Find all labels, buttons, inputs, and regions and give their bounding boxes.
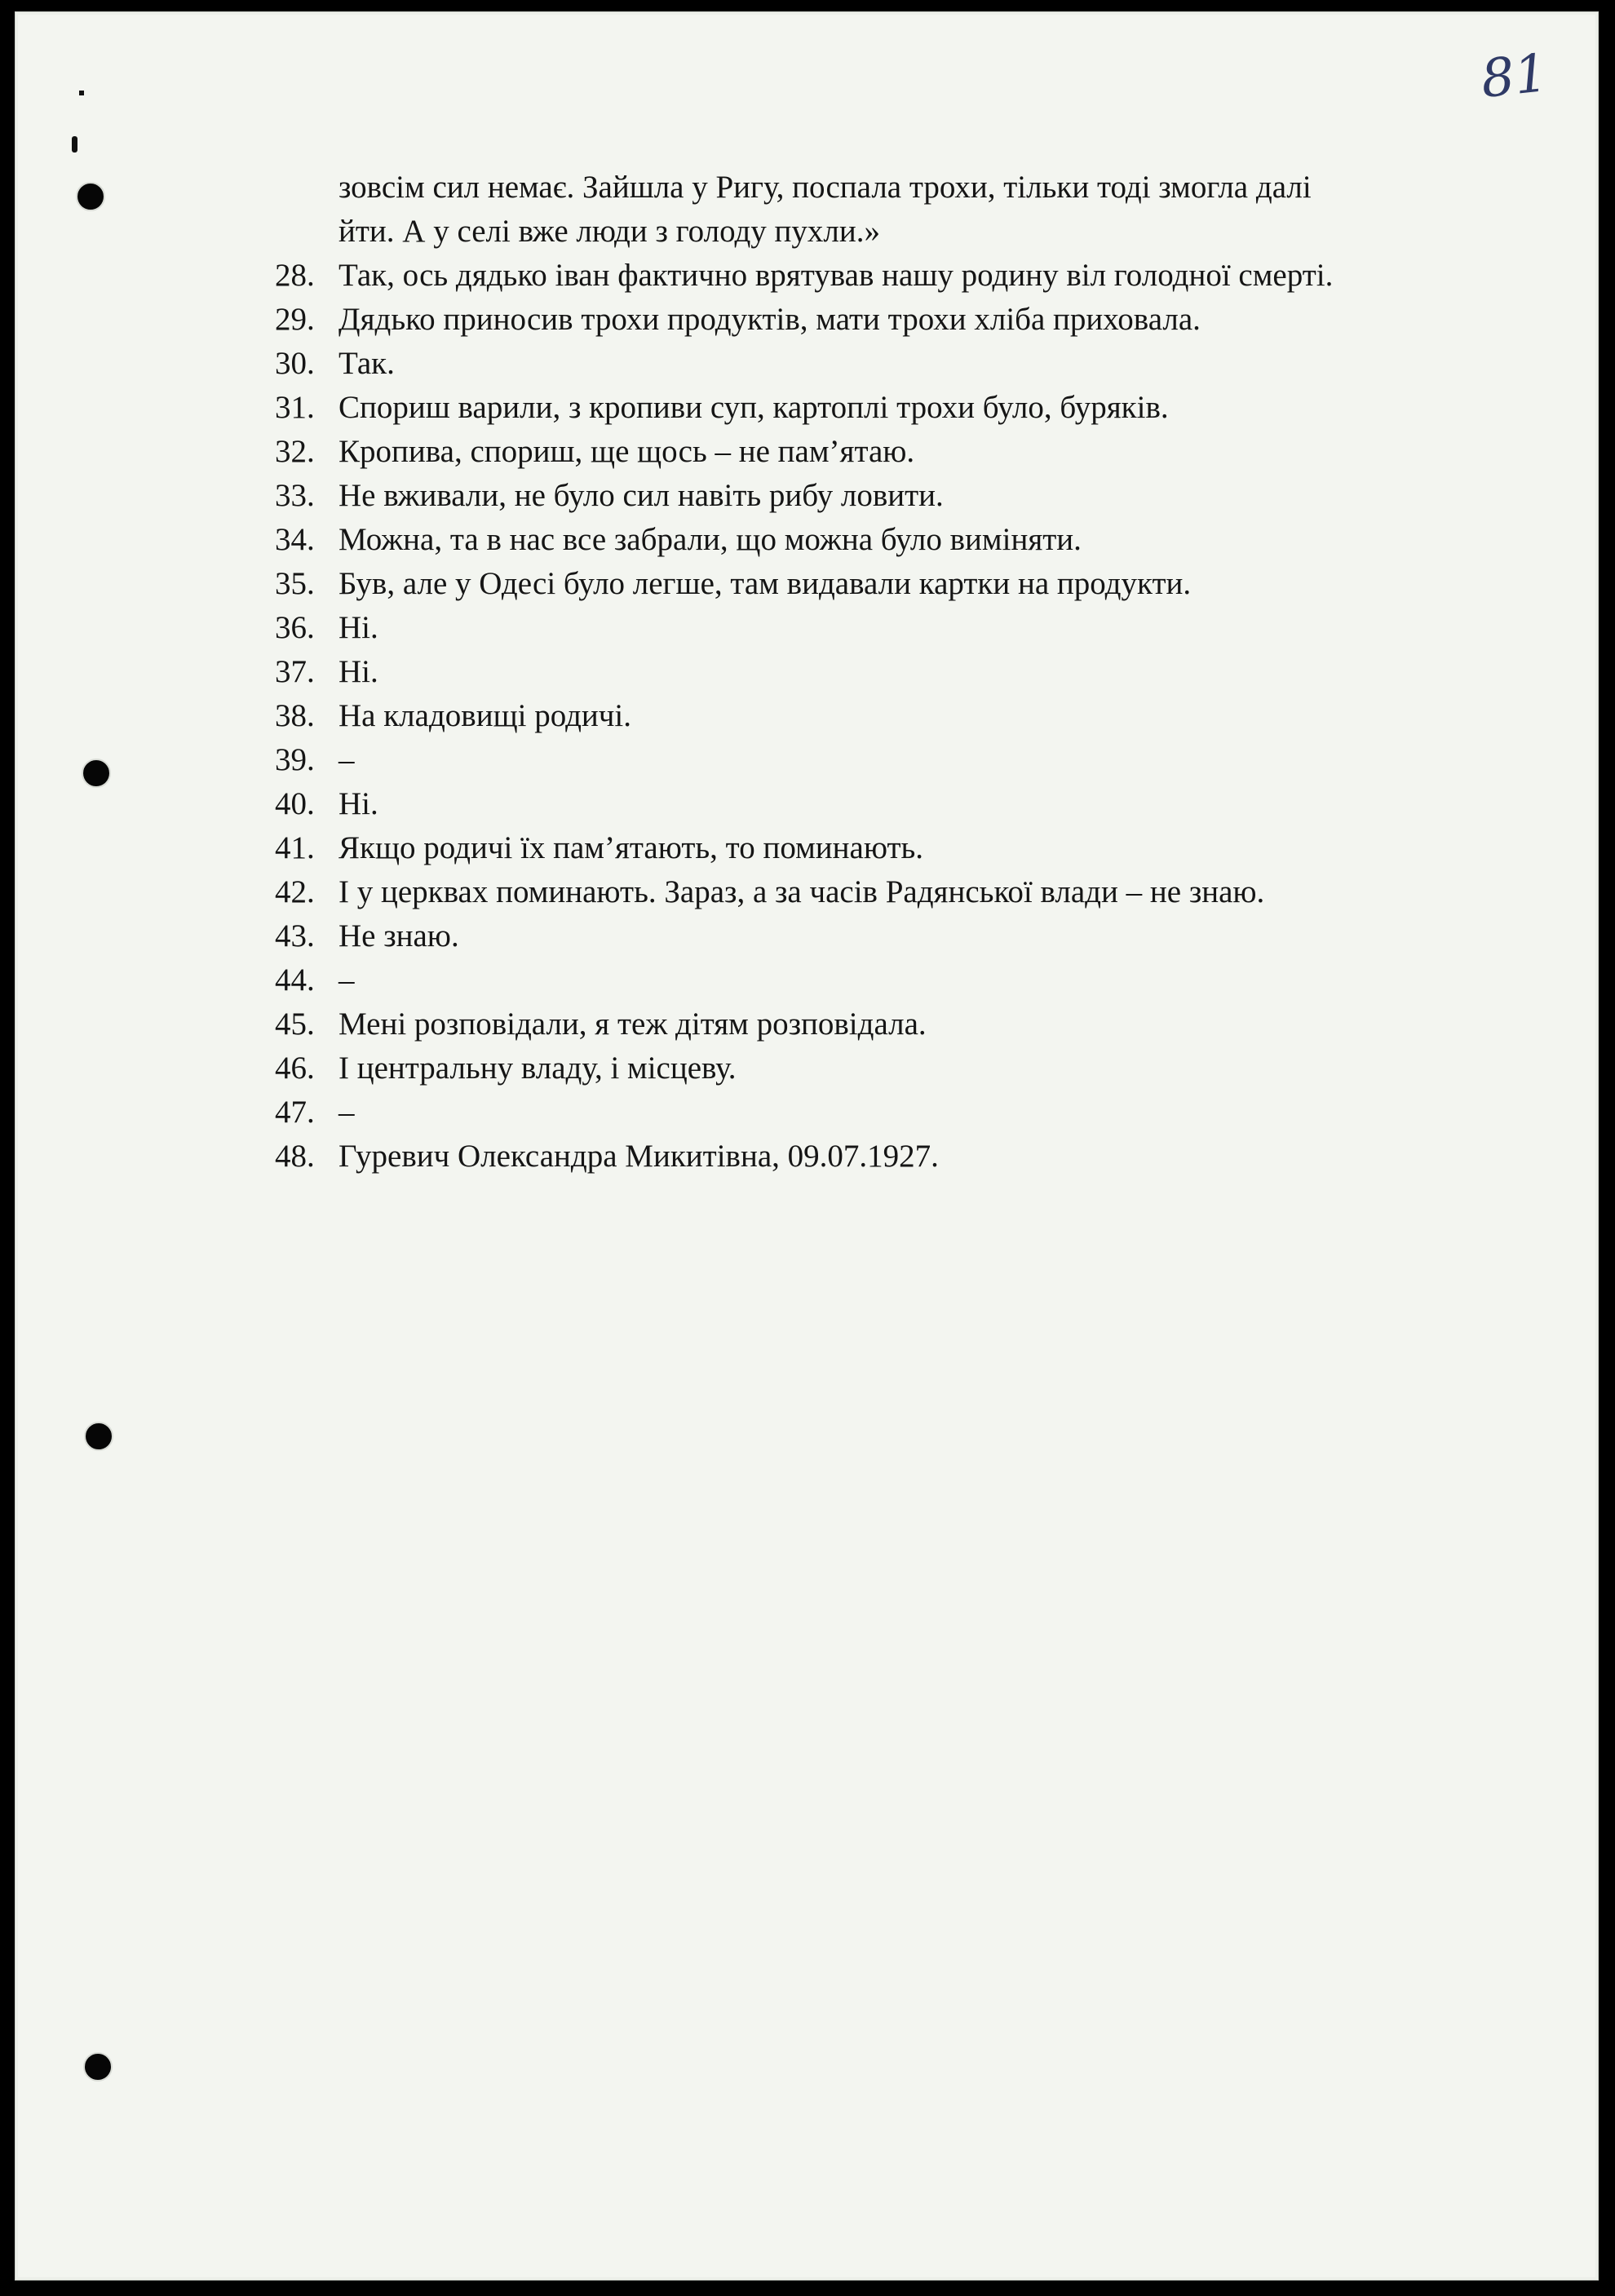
- answer-39: [275, 738, 1511, 782]
- answer-43: [275, 914, 1511, 958]
- answer-text: Не вживали, не було сил навіть рибу ловити.: [338, 478, 944, 513]
- answer-number: 31.: [275, 390, 315, 425]
- continuation-paragraph: [338, 166, 1511, 254]
- answer-34: [275, 518, 1511, 562]
- answer-text: Можна, та в нас все забрали, що можна було виміняти.: [338, 522, 1082, 557]
- answer-number: 48.: [275, 1139, 315, 1174]
- answer-48: [275, 1135, 1511, 1179]
- answer-30: [275, 342, 1511, 386]
- answer-text: Був, але у Одесі було легше, там видавали картки на продукти.: [338, 566, 1192, 601]
- answer-text: Ні.: [338, 610, 378, 645]
- answer-number: 43.: [275, 918, 315, 953]
- answer-36: [275, 606, 1511, 650]
- margin-mark: [72, 136, 77, 153]
- answer-number: 39.: [275, 742, 315, 777]
- answer-number: 41.: [275, 830, 315, 865]
- answer-number: 38.: [275, 698, 315, 733]
- answer-number: 47.: [275, 1095, 315, 1130]
- answer-number: 28.: [275, 258, 315, 293]
- answer-40: [275, 782, 1511, 826]
- answer-28: [275, 254, 1511, 298]
- answer-32: [275, 430, 1511, 474]
- answer-44: [275, 958, 1511, 1002]
- answer-number: 30.: [275, 346, 315, 381]
- answer-33: [275, 474, 1511, 518]
- answer-text: Не знаю.: [338, 918, 459, 953]
- document-page: [15, 11, 1599, 2281]
- continuation-line-2: йти. А у селі вже люди з голоду пухли.»: [338, 214, 881, 249]
- answer-47: [275, 1090, 1511, 1135]
- answer-text: Кропива, спориш, ще щось – не пам’ятаю.: [338, 434, 915, 469]
- answer-31: [275, 386, 1511, 430]
- answer-number: 34.: [275, 522, 315, 557]
- answer-41: [275, 826, 1511, 870]
- answer-number: 42.: [275, 874, 315, 909]
- answer-46: [275, 1046, 1511, 1090]
- answer-text: Дядько приносив трохи продуктів, мати трохи хліба приховала.: [338, 302, 1201, 337]
- answer-number: 40.: [275, 786, 315, 821]
- answer-42: [275, 870, 1511, 914]
- handwritten-page-number: 81: [1477, 42, 1551, 111]
- answer-number: 32.: [275, 434, 315, 469]
- answer-number: 46.: [275, 1051, 315, 1086]
- answer-text: –: [338, 962, 355, 998]
- answer-number: 37.: [275, 654, 315, 689]
- punch-hole-2: [82, 759, 111, 788]
- answer-text: Гуревич Олександра Микитівна, 09.07.1927.: [338, 1139, 939, 1174]
- answer-text: Спориш варили, з кропиви суп, картоплі трохи було, буряків.: [338, 390, 1169, 425]
- answer-45: [275, 1002, 1511, 1046]
- answer-text: Якщо родичі їх пам’ятають, то поминають.: [338, 830, 924, 865]
- answer-37: [275, 650, 1511, 694]
- punch-hole-4: [83, 2052, 113, 2081]
- answers-text-block: [275, 166, 1511, 1179]
- margin-mark: [79, 91, 84, 95]
- answer-text: Мені розповідали, я теж дітям розповідала.: [338, 1006, 927, 1042]
- answer-text: –: [338, 742, 355, 777]
- answer-number: 36.: [275, 610, 315, 645]
- answer-text: І центральну владу, і місцеву.: [338, 1051, 737, 1086]
- answer-text: Ні.: [338, 654, 378, 689]
- answer-35: [275, 562, 1511, 606]
- continuation-line-1: зовсім сил немає. Зайшла у Ригу, поспала трохи, тільки тоді змогла далі: [338, 170, 1312, 205]
- answer-29: [275, 298, 1511, 342]
- answer-text: Так, ось дядько іван фактично врятував нашу родину віл голодної смерті.: [338, 258, 1334, 293]
- answer-number: 33.: [275, 478, 315, 513]
- punch-hole-3: [84, 1422, 113, 1451]
- answer-number: 44.: [275, 962, 315, 998]
- answer-text: І у церквах поминають. Зараз, а за часів Радянської влади – не знаю.: [338, 874, 1265, 909]
- answer-text: –: [338, 1095, 355, 1130]
- answer-number: 29.: [275, 302, 315, 337]
- answer-text: На кладовищі родичі.: [338, 698, 631, 733]
- answer-text: Так.: [338, 346, 395, 381]
- punch-hole-1: [76, 182, 105, 211]
- answer-number: 35.: [275, 566, 315, 601]
- answer-38: [275, 694, 1511, 738]
- answer-number: 45.: [275, 1006, 315, 1042]
- answer-text: Ні.: [338, 786, 378, 821]
